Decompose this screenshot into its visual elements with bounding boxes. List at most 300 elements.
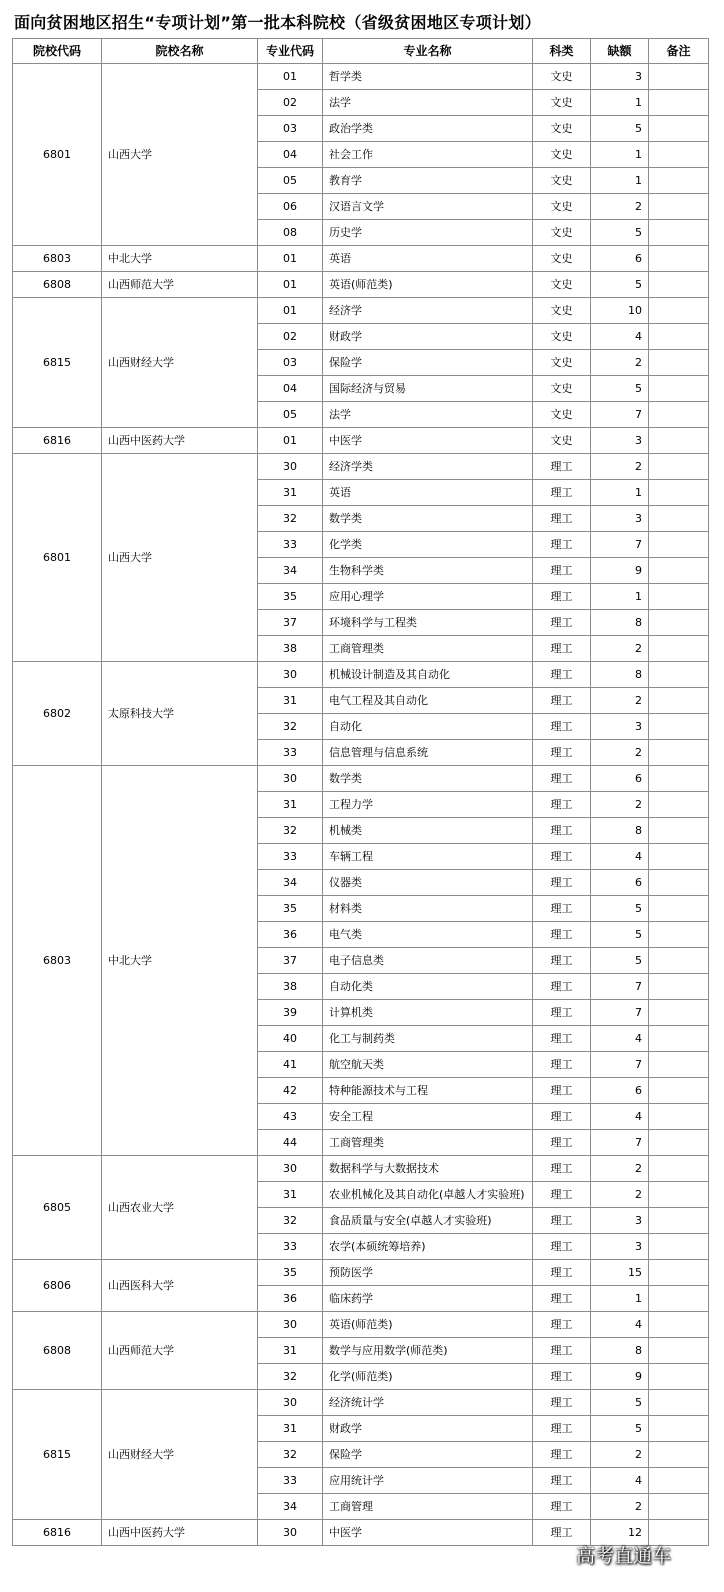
vacancy: 8 — [591, 1338, 649, 1364]
remark — [649, 116, 709, 142]
remark — [649, 818, 709, 844]
vacancy: 7 — [591, 1000, 649, 1026]
category: 理工 — [533, 974, 591, 1000]
major-name: 哲学类 — [323, 64, 533, 90]
table-row — [13, 246, 709, 272]
school-code: 6801 — [13, 454, 102, 662]
vacancy: 2 — [591, 740, 649, 766]
category: 理工 — [533, 740, 591, 766]
remark — [649, 974, 709, 1000]
major-name: 航空航天类 — [323, 1052, 533, 1078]
school-name: 山西财经大学 — [102, 298, 258, 428]
major-name: 财政学 — [323, 324, 533, 350]
vacancy: 9 — [591, 558, 649, 584]
major-name: 应用心理学 — [323, 584, 533, 610]
major-code: 30 — [258, 1156, 323, 1182]
major-name: 机械设计制造及其自动化 — [323, 662, 533, 688]
school-code: 6805 — [13, 1156, 102, 1260]
table-row — [13, 1390, 709, 1416]
major-code: 33 — [258, 844, 323, 870]
category: 理工 — [533, 1052, 591, 1078]
vacancy: 7 — [591, 532, 649, 558]
category: 文史 — [533, 168, 591, 194]
major-code: 31 — [258, 1338, 323, 1364]
school-name: 山西师范大学 — [102, 1312, 258, 1390]
major-code: 32 — [258, 1364, 323, 1390]
category: 理工 — [533, 1234, 591, 1260]
major-code: 30 — [258, 1312, 323, 1338]
vacancy: 4 — [591, 1104, 649, 1130]
vacancy: 4 — [591, 1026, 649, 1052]
major-code: 34 — [258, 558, 323, 584]
remark — [649, 402, 709, 428]
major-name: 化工与制药类 — [323, 1026, 533, 1052]
major-code: 36 — [258, 922, 323, 948]
category: 文史 — [533, 64, 591, 90]
major-name: 政治学类 — [323, 116, 533, 142]
major-name: 财政学 — [323, 1416, 533, 1442]
vacancy: 2 — [591, 350, 649, 376]
category: 理工 — [533, 1468, 591, 1494]
category: 文史 — [533, 428, 591, 454]
remark — [649, 766, 709, 792]
major-code: 33 — [258, 740, 323, 766]
category: 理工 — [533, 714, 591, 740]
major-code: 33 — [258, 1234, 323, 1260]
vacancy: 3 — [591, 428, 649, 454]
school-code: 6816 — [13, 1520, 102, 1546]
vacancy: 4 — [591, 1468, 649, 1494]
header-major-name: 专业名称 — [323, 39, 533, 64]
vacancy: 5 — [591, 116, 649, 142]
school-code: 6802 — [13, 662, 102, 766]
category: 理工 — [533, 584, 591, 610]
major-name: 英语(师范类) — [323, 272, 533, 298]
category: 理工 — [533, 1416, 591, 1442]
major-code: 33 — [258, 532, 323, 558]
major-name: 食品质量与安全(卓越人才实验班) — [323, 1208, 533, 1234]
remark — [649, 1130, 709, 1156]
remark — [649, 714, 709, 740]
major-code: 01 — [258, 272, 323, 298]
remark — [649, 90, 709, 116]
major-code: 03 — [258, 350, 323, 376]
remark — [649, 1364, 709, 1390]
major-code: 38 — [258, 974, 323, 1000]
major-name: 化学类 — [323, 532, 533, 558]
remark — [649, 636, 709, 662]
remark — [649, 1208, 709, 1234]
major-name: 国际经济与贸易 — [323, 376, 533, 402]
major-code: 40 — [258, 1026, 323, 1052]
vacancy: 6 — [591, 766, 649, 792]
major-name: 历史学 — [323, 220, 533, 246]
header-school-code: 院校代码 — [13, 39, 102, 64]
category: 理工 — [533, 1520, 591, 1546]
category: 文史 — [533, 194, 591, 220]
remark — [649, 584, 709, 610]
remark — [649, 142, 709, 168]
remark — [649, 64, 709, 90]
major-code: 34 — [258, 870, 323, 896]
school-code: 6806 — [13, 1260, 102, 1312]
major-name: 自动化类 — [323, 974, 533, 1000]
vacancy: 1 — [591, 168, 649, 194]
vacancy: 8 — [591, 818, 649, 844]
major-name: 英语 — [323, 246, 533, 272]
major-name: 生物科学类 — [323, 558, 533, 584]
remark — [649, 1182, 709, 1208]
category: 理工 — [533, 636, 591, 662]
major-name: 数学与应用数学(师范类) — [323, 1338, 533, 1364]
table-row — [13, 1156, 709, 1182]
remark — [649, 1156, 709, 1182]
header-category: 科类 — [533, 39, 591, 64]
vacancy: 7 — [591, 402, 649, 428]
header-remark: 备注 — [649, 39, 709, 64]
vacancy: 7 — [591, 1052, 649, 1078]
vacancy: 5 — [591, 272, 649, 298]
category: 理工 — [533, 1104, 591, 1130]
category: 理工 — [533, 1260, 591, 1286]
vacancy: 5 — [591, 1416, 649, 1442]
major-code: 03 — [258, 116, 323, 142]
major-code: 44 — [258, 1130, 323, 1156]
major-name: 化学(师范类) — [323, 1364, 533, 1390]
remark — [649, 1312, 709, 1338]
vacancy: 1 — [591, 480, 649, 506]
vacancy: 2 — [591, 636, 649, 662]
category: 理工 — [533, 1364, 591, 1390]
school-code: 6808 — [13, 272, 102, 298]
major-name: 中医学 — [323, 428, 533, 454]
table-row — [13, 766, 709, 792]
major-name: 特种能源技术与工程 — [323, 1078, 533, 1104]
major-name: 工程力学 — [323, 792, 533, 818]
vacancy: 2 — [591, 1182, 649, 1208]
table-row — [13, 662, 709, 688]
major-code: 02 — [258, 324, 323, 350]
vacancy: 2 — [591, 1494, 649, 1520]
category: 文史 — [533, 220, 591, 246]
major-code: 43 — [258, 1104, 323, 1130]
major-code: 33 — [258, 1468, 323, 1494]
major-code: 02 — [258, 90, 323, 116]
category: 文史 — [533, 376, 591, 402]
enrollment-plan-table — [12, 38, 709, 1546]
vacancy: 1 — [591, 584, 649, 610]
category: 理工 — [533, 1000, 591, 1026]
school-code: 6801 — [13, 64, 102, 246]
remark — [649, 1390, 709, 1416]
category: 理工 — [533, 532, 591, 558]
major-name: 安全工程 — [323, 1104, 533, 1130]
vacancy: 2 — [591, 688, 649, 714]
vacancy: 3 — [591, 1208, 649, 1234]
major-code: 04 — [258, 142, 323, 168]
category: 文史 — [533, 90, 591, 116]
major-code: 39 — [258, 1000, 323, 1026]
remark — [649, 350, 709, 376]
category: 理工 — [533, 1494, 591, 1520]
major-code: 32 — [258, 818, 323, 844]
major-code: 05 — [258, 168, 323, 194]
major-name: 数学类 — [323, 766, 533, 792]
major-code: 01 — [258, 298, 323, 324]
table-row — [13, 1260, 709, 1286]
category: 文史 — [533, 350, 591, 376]
category: 文史 — [533, 402, 591, 428]
remark — [649, 480, 709, 506]
major-name: 电子信息类 — [323, 948, 533, 974]
vacancy: 2 — [591, 1442, 649, 1468]
vacancy: 2 — [591, 1156, 649, 1182]
category: 文史 — [533, 298, 591, 324]
major-name: 经济学 — [323, 298, 533, 324]
major-name: 保险学 — [323, 350, 533, 376]
remark — [649, 610, 709, 636]
category: 理工 — [533, 792, 591, 818]
major-code: 31 — [258, 1182, 323, 1208]
major-name: 信息管理与信息系统 — [323, 740, 533, 766]
watermark: 高考直通车 — [576, 1545, 672, 1567]
major-name: 自动化 — [323, 714, 533, 740]
remark — [649, 454, 709, 480]
remark — [649, 1104, 709, 1130]
remark — [649, 168, 709, 194]
major-code: 01 — [258, 428, 323, 454]
school-name: 山西大学 — [102, 454, 258, 662]
major-code: 36 — [258, 1286, 323, 1312]
remark — [649, 1442, 709, 1468]
vacancy: 5 — [591, 948, 649, 974]
major-name: 工商管理类 — [323, 636, 533, 662]
major-name: 机械类 — [323, 818, 533, 844]
major-name: 保险学 — [323, 1442, 533, 1468]
major-code: 32 — [258, 506, 323, 532]
major-code: 35 — [258, 896, 323, 922]
major-code: 31 — [258, 1416, 323, 1442]
vacancy: 5 — [591, 1390, 649, 1416]
school-name: 山西中医药大学 — [102, 1520, 258, 1546]
category: 理工 — [533, 688, 591, 714]
category: 理工 — [533, 1442, 591, 1468]
remark — [649, 1026, 709, 1052]
remark — [649, 1234, 709, 1260]
major-name: 临床药学 — [323, 1286, 533, 1312]
category: 理工 — [533, 610, 591, 636]
category: 文史 — [533, 116, 591, 142]
vacancy: 7 — [591, 1130, 649, 1156]
vacancy: 4 — [591, 1312, 649, 1338]
table-body — [13, 64, 709, 1546]
category: 理工 — [533, 1156, 591, 1182]
remark — [649, 558, 709, 584]
category: 理工 — [533, 662, 591, 688]
remark — [649, 1416, 709, 1442]
remark — [649, 1052, 709, 1078]
major-code: 32 — [258, 714, 323, 740]
school-name: 山西农业大学 — [102, 1156, 258, 1260]
major-code: 30 — [258, 1390, 323, 1416]
remark — [649, 324, 709, 350]
category: 理工 — [533, 1026, 591, 1052]
category: 文史 — [533, 324, 591, 350]
vacancy: 4 — [591, 844, 649, 870]
remark — [649, 1494, 709, 1520]
school-name: 山西医科大学 — [102, 1260, 258, 1312]
page-title: 面向贫困地区招生“专项计划”第一批本科院校（省级贫困地区专项计划） — [14, 13, 541, 32]
school-name: 中北大学 — [102, 246, 258, 272]
major-code: 30 — [258, 766, 323, 792]
vacancy: 8 — [591, 662, 649, 688]
school-name: 山西师范大学 — [102, 272, 258, 298]
remark — [649, 844, 709, 870]
major-code: 04 — [258, 376, 323, 402]
category: 文史 — [533, 246, 591, 272]
category: 理工 — [533, 506, 591, 532]
category: 理工 — [533, 1338, 591, 1364]
remark — [649, 1078, 709, 1104]
category: 理工 — [533, 1078, 591, 1104]
vacancy: 6 — [591, 870, 649, 896]
major-name: 中医学 — [323, 1520, 533, 1546]
vacancy: 1 — [591, 90, 649, 116]
major-name: 仪器类 — [323, 870, 533, 896]
vacancy: 5 — [591, 922, 649, 948]
remark — [649, 662, 709, 688]
category: 理工 — [533, 1130, 591, 1156]
major-code: 30 — [258, 1520, 323, 1546]
major-name: 英语 — [323, 480, 533, 506]
vacancy: 15 — [591, 1260, 649, 1286]
remark — [649, 1000, 709, 1026]
remark — [649, 688, 709, 714]
major-name: 教育学 — [323, 168, 533, 194]
vacancy: 2 — [591, 454, 649, 480]
remark — [649, 740, 709, 766]
table-row — [13, 1312, 709, 1338]
school-code: 6815 — [13, 298, 102, 428]
vacancy: 5 — [591, 220, 649, 246]
vacancy: 1 — [591, 1286, 649, 1312]
major-code: 31 — [258, 688, 323, 714]
major-name: 经济学类 — [323, 454, 533, 480]
major-name: 计算机类 — [323, 1000, 533, 1026]
vacancy: 3 — [591, 1234, 649, 1260]
school-code: 6816 — [13, 428, 102, 454]
vacancy: 9 — [591, 1364, 649, 1390]
major-name: 预防医学 — [323, 1260, 533, 1286]
remark — [649, 1468, 709, 1494]
major-code: 05 — [258, 402, 323, 428]
major-name: 数据科学与大数据技术 — [323, 1156, 533, 1182]
category: 理工 — [533, 1208, 591, 1234]
major-name: 英语(师范类) — [323, 1312, 533, 1338]
major-name: 农业机械化及其自动化(卓越人才实验班) — [323, 1182, 533, 1208]
major-code: 31 — [258, 792, 323, 818]
header-major-code: 专业代码 — [258, 39, 323, 64]
category: 文史 — [533, 142, 591, 168]
major-name: 法学 — [323, 90, 533, 116]
vacancy: 3 — [591, 64, 649, 90]
category: 理工 — [533, 1286, 591, 1312]
category: 理工 — [533, 896, 591, 922]
remark — [649, 792, 709, 818]
category: 理工 — [533, 558, 591, 584]
major-code: 31 — [258, 480, 323, 506]
school-code: 6803 — [13, 766, 102, 1156]
remark — [649, 1286, 709, 1312]
major-code: 38 — [258, 636, 323, 662]
vacancy: 2 — [591, 194, 649, 220]
major-code: 34 — [258, 1494, 323, 1520]
category: 理工 — [533, 480, 591, 506]
category: 理工 — [533, 922, 591, 948]
remark — [649, 532, 709, 558]
remark — [649, 376, 709, 402]
major-code: 32 — [258, 1208, 323, 1234]
remark — [649, 194, 709, 220]
category: 理工 — [533, 1312, 591, 1338]
school-code: 6815 — [13, 1390, 102, 1520]
school-name: 山西财经大学 — [102, 1390, 258, 1520]
major-code: 06 — [258, 194, 323, 220]
vacancy: 1 — [591, 142, 649, 168]
major-name: 工商管理类 — [323, 1130, 533, 1156]
major-name: 汉语言文学 — [323, 194, 533, 220]
major-code: 37 — [258, 948, 323, 974]
category: 理工 — [533, 1182, 591, 1208]
table-row — [13, 272, 709, 298]
table-row — [13, 454, 709, 480]
major-name: 法学 — [323, 402, 533, 428]
remark — [649, 1338, 709, 1364]
major-code: 01 — [258, 64, 323, 90]
school-code: 6803 — [13, 246, 102, 272]
vacancy: 6 — [591, 1078, 649, 1104]
remark — [649, 246, 709, 272]
major-name: 数学类 — [323, 506, 533, 532]
major-code: 32 — [258, 1442, 323, 1468]
major-code: 35 — [258, 1260, 323, 1286]
school-name: 山西中医药大学 — [102, 428, 258, 454]
major-code: 08 — [258, 220, 323, 246]
vacancy: 10 — [591, 298, 649, 324]
major-name: 农学(本硕统筹培养) — [323, 1234, 533, 1260]
remark — [649, 922, 709, 948]
major-name: 电气工程及其自动化 — [323, 688, 533, 714]
vacancy: 7 — [591, 974, 649, 1000]
remark — [649, 272, 709, 298]
vacancy: 4 — [591, 324, 649, 350]
major-code: 30 — [258, 662, 323, 688]
major-name: 工商管理 — [323, 1494, 533, 1520]
remark — [649, 220, 709, 246]
major-name: 应用统计学 — [323, 1468, 533, 1494]
remark — [649, 948, 709, 974]
category: 理工 — [533, 818, 591, 844]
category: 理工 — [533, 766, 591, 792]
major-name: 环境科学与工程类 — [323, 610, 533, 636]
school-code: 6808 — [13, 1312, 102, 1390]
table-row — [13, 64, 709, 90]
remark — [649, 870, 709, 896]
vacancy: 8 — [591, 610, 649, 636]
vacancy: 3 — [591, 714, 649, 740]
remark — [649, 1260, 709, 1286]
vacancy: 12 — [591, 1520, 649, 1546]
